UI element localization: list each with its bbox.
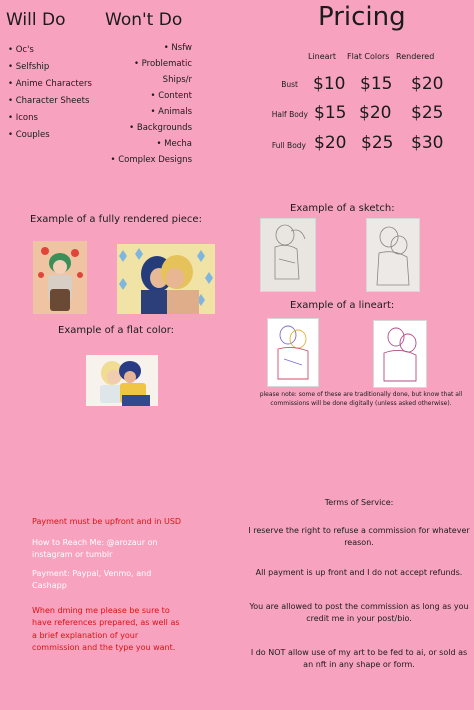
row-label-bust: Bust [281, 80, 298, 89]
sketch-example-image-1 [260, 218, 316, 292]
wont-do-title: Won't Do [105, 10, 183, 30]
list-item: • Couples [8, 127, 92, 144]
list-item: • Backgrounds [104, 120, 192, 136]
payment-upfront-text: Payment must be upfront and in USD [32, 517, 182, 526]
pricing-title: Pricing [318, 2, 406, 32]
will-do-title: Will Do [6, 10, 66, 30]
sketch-example-image-2 [366, 218, 420, 292]
contact-text: How to Reach Me: @arozaur on instagram or tumblr [32, 537, 158, 559]
tos-title: Terms of Service: [324, 498, 394, 507]
price-cell: $20 [314, 133, 347, 153]
price-cell: $10 [313, 74, 346, 94]
price-cell: $20 [359, 103, 392, 123]
list-item: • Character Sheets [8, 93, 92, 110]
tos-item: I reserve the right to refuse a commission for whatever reason. [248, 526, 470, 547]
list-item: • Anime Characters [8, 76, 92, 93]
sketch-example-label: Example of a sketch: [290, 203, 395, 214]
tos-item: All payment is up front and I do not accept refunds. [255, 568, 463, 577]
price-cell: $25 [411, 103, 444, 123]
row-label-half-body: Half Body [271, 110, 308, 119]
rendered-example-image-2 [117, 244, 215, 314]
row-label-full-body: Full Body [271, 141, 306, 150]
rendered-example-label: Example of a fully rendered piece: [30, 214, 202, 225]
tos-item: I do NOT allow use of my art to be fed to ai, or sold as an nft in any shape or form. [250, 648, 468, 669]
wont-do-list [104, 40, 192, 168]
tos-item: You are allowed to post the commission as long as you credit me in your post/bio. [249, 602, 469, 623]
payment-info [32, 516, 182, 655]
column-rendered: Rendered [396, 52, 435, 61]
price-cell: $30 [411, 133, 444, 153]
list-item: • Problematic Ships/r [104, 56, 192, 88]
flat-example-label: Example of a flat color: [58, 325, 175, 336]
price-cell: $15 [314, 103, 347, 123]
list-item: • Mecha [104, 136, 192, 152]
column-lineart: Lineart [308, 52, 336, 61]
list-item: • Complex Designs [104, 152, 192, 168]
list-item: • Animals [104, 104, 192, 120]
list-item: • Selfship [8, 59, 92, 76]
list-item: • Content [104, 88, 192, 104]
list-item: • Nsfw [104, 40, 192, 56]
payment-methods-text: Payment: Paypal, Venmo, and Cashapp [32, 568, 152, 590]
rendered-example-image-1 [33, 241, 87, 314]
dming-instructions-text: When dming me please be sure to have references prepared, as well as a brief explanation of your commission and the type you want. [32, 605, 180, 652]
list-item: • Oc's [8, 42, 92, 59]
flat-example-image [86, 355, 158, 406]
lineart-example-label: Example of a lineart: [290, 300, 395, 311]
lineart-example-image-1 [267, 318, 319, 387]
price-cell: $20 [411, 74, 444, 94]
price-cell: $15 [360, 74, 393, 94]
will-do-list [8, 42, 92, 144]
terms-of-service [248, 497, 470, 681]
column-flat-colors: Flat Colors [347, 52, 390, 61]
list-item: • Icons [8, 110, 92, 127]
lineart-example-image-2 [373, 320, 427, 388]
price-cell: $25 [361, 133, 394, 153]
traditional-note: please note: some of these are traditionally done, but know that all commissions will be done digitally (unless asked otherwise). [259, 391, 463, 407]
